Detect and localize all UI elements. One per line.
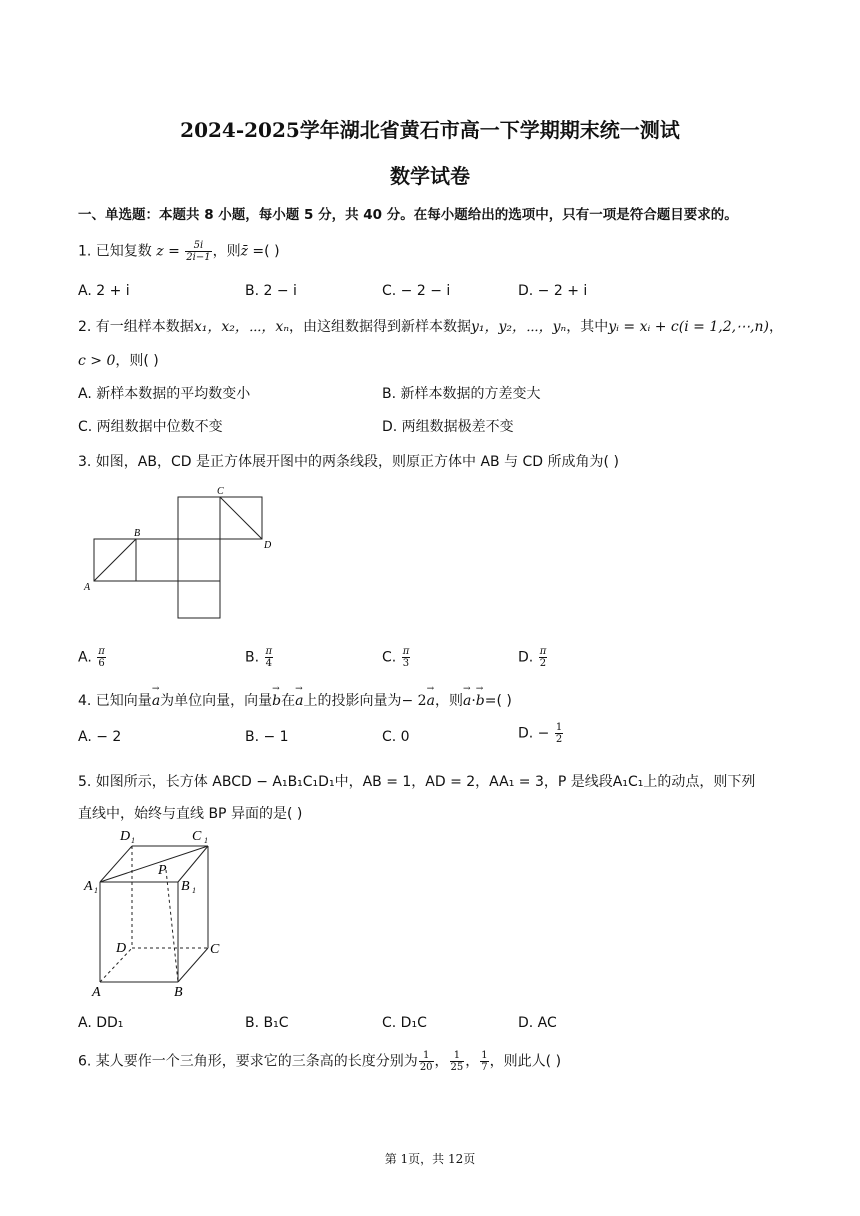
q6-text-a: 6. 某人要作一个三角形，要求它的三条高的长度分别为 (78, 1053, 418, 1070)
label-c: C (210, 942, 220, 957)
q3-option-b (245, 646, 274, 669)
question-3: 3. 如图，AB，CD 是正方体展开图中的两条线段，则原正方体中 AB 与 CD 所成角为( ) (78, 454, 619, 470)
q3-option-d-frac (539, 646, 548, 669)
q3-option-c-frac (402, 646, 411, 669)
q1-z: z = (156, 243, 180, 260)
cube-net-figure (80, 484, 280, 624)
q6-sep-1: ， (434, 1053, 449, 1070)
q6-frac-2-den: 25 (450, 1062, 464, 1073)
q2-option-d: D. 两组数据极差不变 (382, 419, 514, 435)
q3-option-c (382, 646, 411, 669)
page-footer: 第 1页，共 12页 (384, 1152, 476, 1166)
net-square-top-middle (178, 497, 220, 539)
q3-d-den: 2 (539, 658, 547, 669)
q1-frac-num: 5i (185, 240, 211, 252)
q2-text-a: 2. 有一组样本数据 (78, 319, 194, 335)
question-5-line2: 直线中，始终与直线 BP 异面的是( ) (78, 806, 303, 822)
q4-option-d-prefix: D. − (518, 725, 550, 742)
q4-option-b: B. − 1 (245, 729, 289, 745)
page-title: 2024-2025学年湖北省黄石市高一下学期期末统一测试 (180, 118, 680, 142)
net-square-left2 (136, 539, 178, 581)
q1-zbar: z̄ = (240, 243, 265, 260)
q1-tail: ( ) (264, 243, 280, 260)
q4-proj: − 2 (401, 693, 427, 709)
q4-text-c: 在 (281, 693, 296, 709)
question-5: 5. 如图所示，长方体 ABCD − A₁B₁C₁D₁中，AB = 1，AD = 2，AA₁ = 3，P 是线段A₁C₁上的动点，则下列 (78, 774, 756, 790)
q3-b-num: π (265, 646, 273, 657)
q1-option-b: B. 2 − i (245, 283, 297, 299)
q2-option-a: A. 新样本数据的平均数变小 (78, 386, 251, 402)
q6-tail: ，则此人( ) (489, 1053, 562, 1070)
label-c1: C (192, 829, 202, 844)
question-6 (78, 1050, 561, 1073)
question-1 (78, 240, 280, 263)
q3-option-a (78, 646, 107, 669)
segment-bp (166, 870, 178, 982)
q4-d-num: 1 (555, 722, 563, 733)
q3-option-a-frac (97, 646, 106, 669)
label-c1-sub: 1 (204, 836, 208, 845)
label-a: A (92, 985, 101, 998)
q5-option-b: B. B₁C (245, 1015, 289, 1031)
q3-a-num: π (98, 646, 105, 657)
q6-frac-3 (480, 1050, 488, 1073)
question-2 (78, 316, 783, 336)
label-d: D (264, 540, 272, 551)
q4-option-c: C. 0 (382, 729, 410, 745)
q4-text-d: 上的投影向量为 (303, 693, 402, 709)
q4-option-a: A. − 2 (78, 729, 122, 745)
q6-frac-3-den: 7 (481, 1062, 488, 1073)
label-b: B (134, 528, 141, 539)
q4-vec-a3: → a (427, 693, 435, 709)
label-c: C (217, 486, 224, 497)
q4-option-d-frac (555, 722, 563, 745)
q2-text-c: ，其中 (566, 319, 609, 335)
q1-option-c: C. − 2 − i (382, 283, 451, 299)
q1-prefix: 1. 已知复数 (78, 243, 152, 260)
label-d1-sub: 1 (131, 836, 135, 845)
q2-relation: yᵢ = xᵢ + c(i = 1,2,⋯,n) (608, 319, 769, 335)
q2-y-seq: y₁，y₂，⋯，yₙ (471, 319, 567, 335)
segment-ab (94, 539, 136, 581)
label-d: D (116, 941, 127, 956)
cuboid-figure (80, 826, 230, 998)
q3-c-num: π (402, 646, 410, 657)
q4-option-d (518, 722, 564, 745)
q6-frac-2 (450, 1050, 465, 1073)
q3-b-den: 4 (265, 658, 272, 669)
label-d1: D (120, 829, 131, 844)
q2-option-c: C. 两组数据中位数不变 (78, 419, 223, 435)
q3-option-d (518, 646, 548, 669)
q2-text-b: ，由这组数据得到新样本数据 (289, 319, 471, 335)
page-subtitle: 数学试卷 (390, 164, 470, 188)
q2-option-b: B. 新样本数据的方差变大 (382, 386, 541, 402)
label-b1-sub: 1 (192, 886, 196, 895)
q3-a-den: 6 (98, 658, 105, 669)
label-a1: A (84, 879, 93, 894)
q4-text-b: 为单位向量，向量 (160, 693, 273, 709)
q3-option-d-letter: D. (518, 649, 534, 666)
q6-frac-2-num: 1 (450, 1050, 465, 1062)
q2-x-seq: x₁，x₂，⋯，xₙ (193, 319, 289, 335)
q6-frac-1-num: 1 (419, 1050, 434, 1062)
q6-frac-1 (419, 1050, 434, 1073)
net-square-center (178, 539, 220, 581)
q4-vec-b1: → b (272, 693, 281, 709)
q2-tail: ，则( ) (115, 353, 159, 369)
q4-dot: · (471, 693, 476, 709)
q1-option-d: D. − 2 + i (518, 283, 588, 299)
q6-frac-1-den: 20 (419, 1062, 433, 1073)
label-p: P (158, 863, 167, 878)
q4-tail: =( ) (484, 693, 512, 709)
label-b1: B (181, 879, 190, 894)
label-b: B (174, 985, 183, 998)
q4-vec-a1: → a (152, 693, 160, 709)
q5-option-d: D. AC (518, 1015, 557, 1031)
q4-vec-a2: → a (295, 693, 303, 709)
q3-option-b-frac (265, 646, 274, 669)
label-a: A (84, 582, 91, 593)
q3-option-a-letter: A. (78, 649, 92, 666)
section-heading: 一、单选题：本题共 8 小题，每小题 5 分，共 40 分。在每小题给出的选项中，只有一项是符合题目要求的。 (78, 207, 738, 223)
q5-option-a: A. DD₁ (78, 1015, 124, 1031)
q1-mid: ，则 (212, 243, 241, 260)
q4-vec-a4: → a (463, 693, 471, 709)
q1-fraction (185, 240, 211, 263)
q6-sep-2: ， (465, 1053, 480, 1070)
question-2-line2 (78, 350, 159, 370)
segment-cd (220, 497, 262, 539)
net-square-bottom (178, 581, 220, 618)
q5-option-c: C. D₁C (382, 1015, 427, 1031)
q1-option-a: A. 2 + i (78, 283, 130, 299)
q6-frac-3-num: 1 (481, 1050, 488, 1061)
q3-d-num: π (539, 646, 547, 657)
q3-c-den: 3 (402, 658, 410, 669)
q2-text-d: ， (769, 319, 783, 335)
q4-d-den: 2 (555, 734, 563, 745)
q3-option-b-letter: B. (245, 649, 260, 666)
label-a1-sub: 1 (94, 886, 98, 895)
q2-condition: c > 0 (78, 353, 116, 369)
q3-option-c-letter: C. (382, 649, 397, 666)
question-4 (78, 690, 512, 710)
q4-text-e: ，则 (434, 693, 463, 709)
q4-text-a: 4. 已知向量 (78, 693, 152, 709)
q4-vec-b2: → b (476, 693, 485, 709)
q1-frac-den: 2i−1 (186, 252, 211, 263)
edge-bc (178, 948, 208, 982)
